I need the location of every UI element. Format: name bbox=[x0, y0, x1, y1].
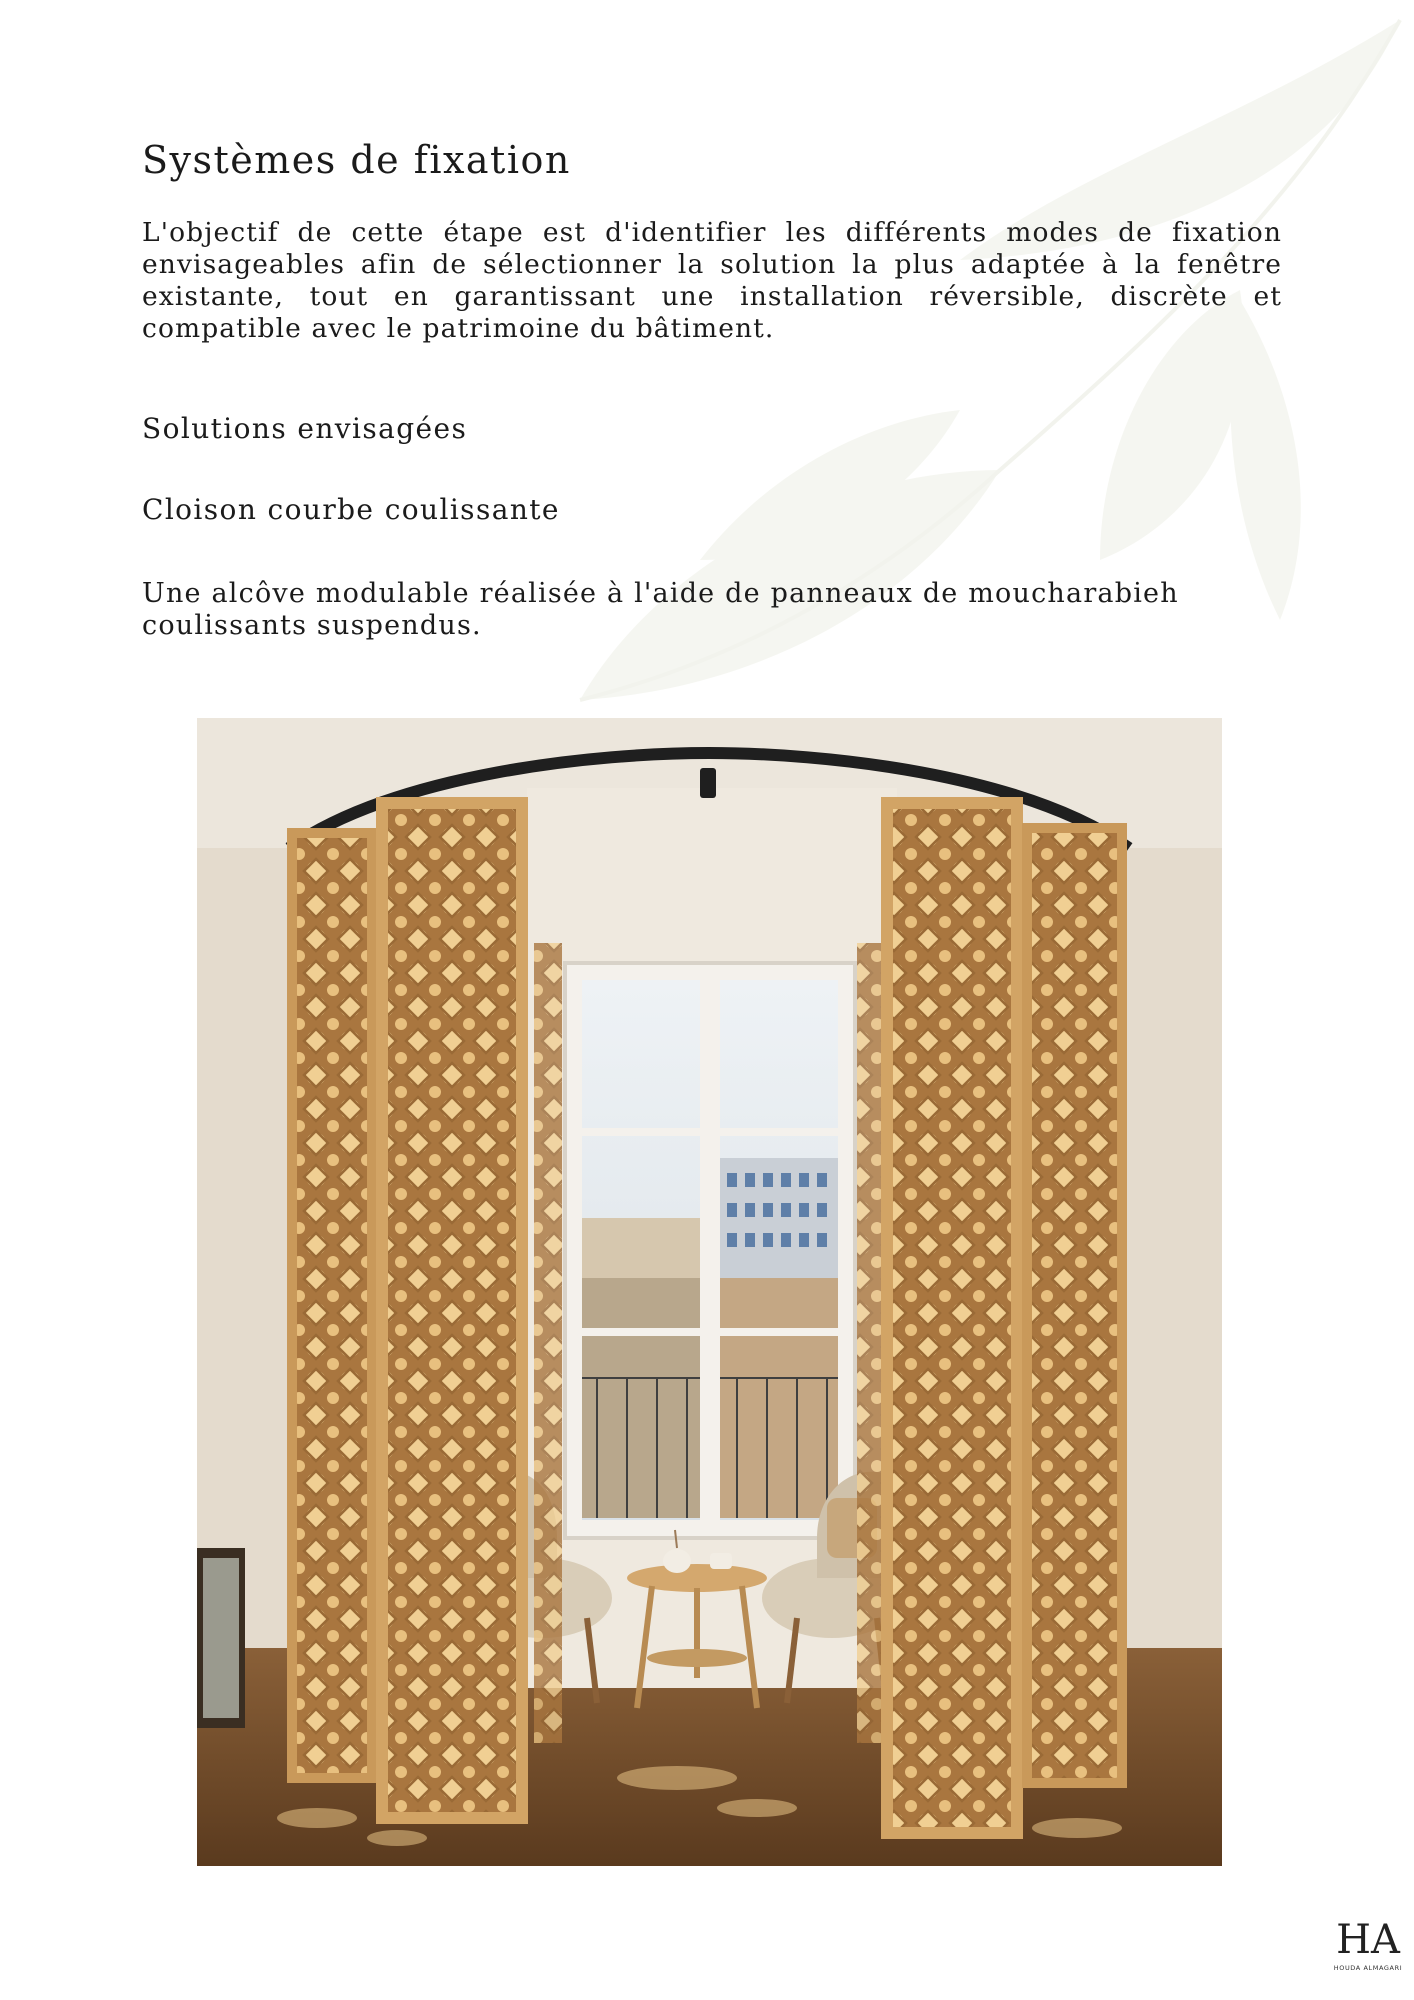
alcove-photo bbox=[197, 718, 1222, 1866]
solutions-heading: Solutions envisagées bbox=[142, 412, 468, 445]
page-title: Systèmes de fixation bbox=[142, 138, 571, 182]
logo-monogram: HA bbox=[1336, 1917, 1400, 1963]
solution-title: Cloison courbe coulissante bbox=[142, 493, 560, 526]
solution-description: Une alcôve modulable réalisée à l'aide de panneaux de moucharabieh coulissants suspendus. bbox=[142, 578, 1179, 641]
brand-logo bbox=[1333, 1918, 1403, 1990]
intro-paragraph: L'objectif de cette étape est d'identifier les différents modes de fixation envisageables afin de sélectionner la solution la plus adaptée à la fenêtre existante, tout en garantissant une installation réversible, discrète et compatible avec le patrimoine du bâtiment. bbox=[142, 217, 1282, 344]
logo-name: HOUDA ALMAGARI bbox=[1333, 1964, 1403, 1972]
